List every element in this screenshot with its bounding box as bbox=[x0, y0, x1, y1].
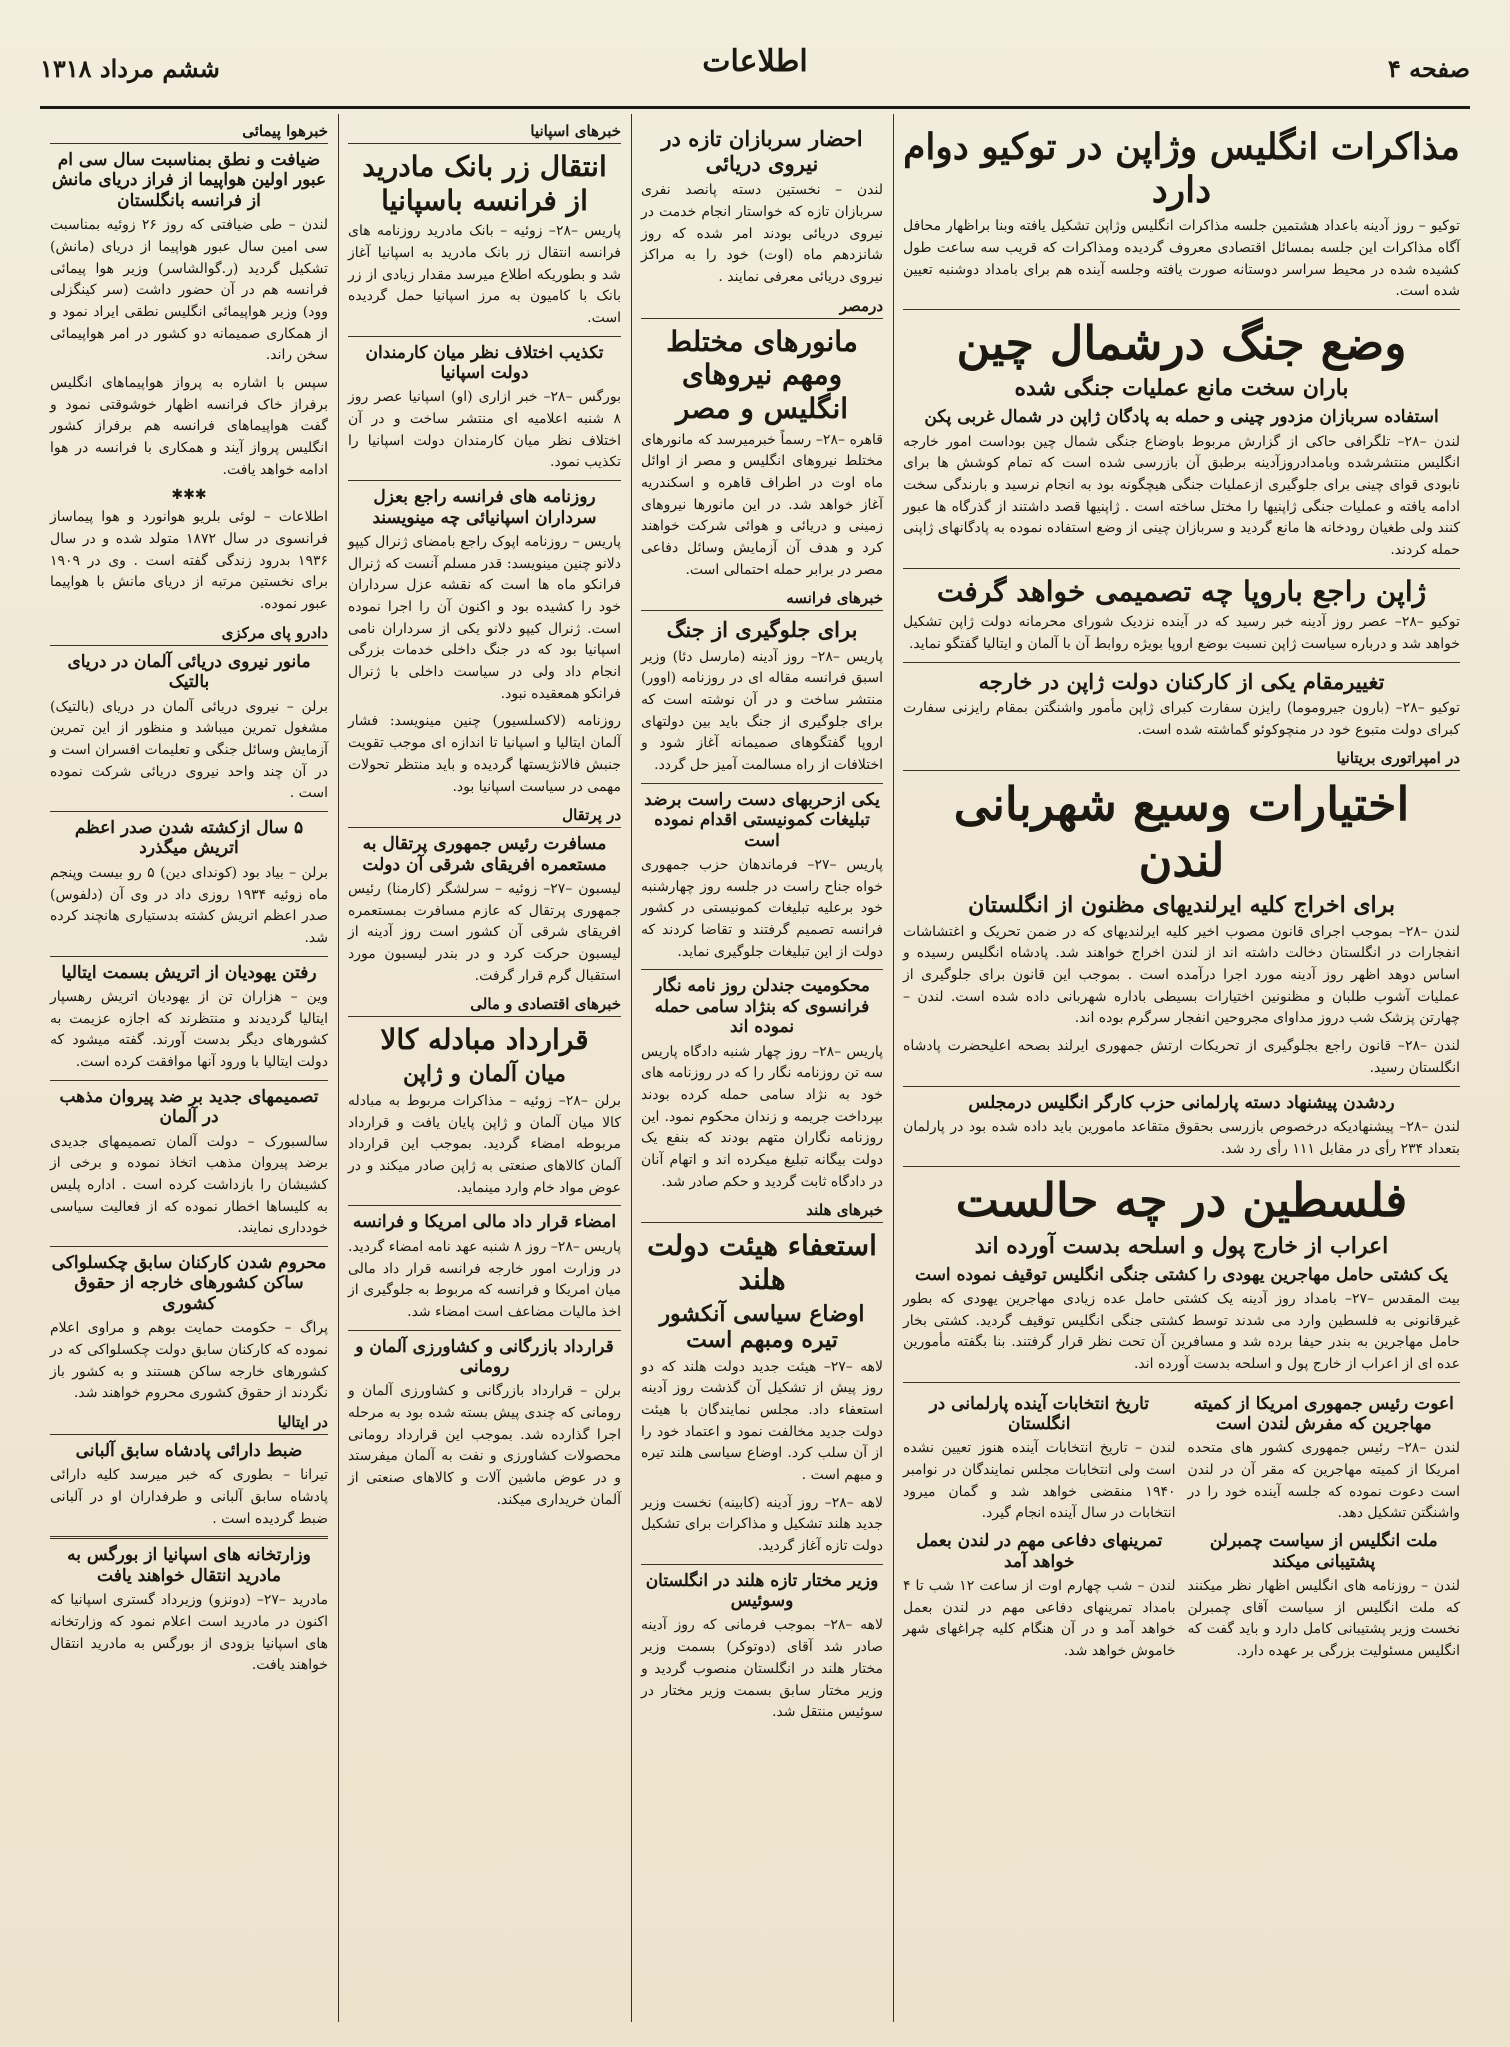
divider bbox=[50, 1246, 328, 1247]
subheadline: برای اخراج کلیه ایرلندیهای مظنون از انگلستان bbox=[968, 891, 1395, 918]
article-body: وین – هزاران تن از یهودیان اتریش رهسپار ایتالیا گردیدند و منتظرند که اجازه عزیمت به کشورهای دیگر بدست آورند. گفته میشود که دولت ایتالیا با ورود آنها موافقت کرده است. bbox=[50, 989, 328, 1071]
article-body: سپس با اشاره به پرواز هواپیماهای انگلیس برفراز خاک فرانسه اظهار خوشوقتی نمود و گفت هواپیماهای فرانسه هم برفراز کشور انگلیس پرواز آیند و همکاری با فرانسه در هوا ادامه خواهد یافت. bbox=[50, 374, 328, 478]
divider bbox=[903, 662, 1460, 663]
article-body: لندن – نخستین دسته پانصد نفری سربازان تازه که خواستار انجام خدمت در نیروی دریائی بودند امر شده که روز شانزدهم ماه (اوت) خود را به مراکز نیروی دریائی معرفی نمایند . bbox=[641, 182, 883, 286]
article-body: لندن – شب چهارم اوت از ساعت ۱۲ شب تا ۴ بامداد تمرینهای دفاعی مهم در لندن بعمل خواهد آمد و در آن هنگام کلیه چراغهای شهر خاموش خواهد شد. bbox=[903, 1577, 1176, 1660]
article-body: پاریس –۲۸– روز ۸ شنبه عهد نامه امضاء گردید. در وزارت امور خارجه فرانسه قرار داد مالی میان امریکا و فرانسه که مربوط به جلوگیری از اخذ مالیات مضاعف است امضاء شد. bbox=[348, 1238, 621, 1320]
masthead-rule bbox=[40, 106, 1470, 109]
headline-london-police: اختیارات وسیع شهربانی لندن bbox=[953, 777, 1410, 887]
article-body: برلن – بیاد بود (کوندای دین) ۵ رو بیست وپنجم ماه زوئیه ۱۹۳۴ روزی داد در وی آن (دلفوس) صدر اعظم اتریش کشته بدستیاری هانچند کرده شد. bbox=[50, 864, 328, 946]
divider bbox=[903, 1382, 1460, 1383]
subheadline-secondary: یک کشتی حامل مهاجرین یهودی را کشتی جنگی انگلیس توقیف نموده است bbox=[915, 1264, 1448, 1285]
subheadline: باران سخت مانع عملیات جنگی شده bbox=[1014, 375, 1349, 402]
headline-egypt-maneuvers: مانورهای مختلط ومهم نیروهای انگلیس و مصر bbox=[666, 324, 858, 425]
subheadline: میان آلمان و ژاپن bbox=[403, 1061, 566, 1087]
two-column-block bbox=[903, 1388, 1460, 1669]
divider bbox=[641, 783, 883, 784]
headline-labour-motion: ردشدن پیشنهاد دسته پارلمانی حزب کارگر انگلیس درمجلس bbox=[968, 1092, 1395, 1113]
article-body: لندن –۲۸– رئیس جمهوری کشور های متحده امریکا از کمیته مهاجرین که مقر آن در لندن است دعوت نموده که جلسه آینده خود را در واشنگتن تشکیل دهد. bbox=[1187, 1440, 1460, 1522]
divider bbox=[903, 309, 1460, 310]
article-body: توکیو –۲۸– عصر روز آدینه خبر رسید که در آینده نزدیک شورای محرمانه دولت ژاپن تشکیل خواهد شد و درباره سیاست ژاپن نسبت بوضع اروپا بویژه روابط آن با آلمان و ایتالیا گفتگو نماید. bbox=[903, 614, 1460, 653]
article-body: لندن – روزنامه های انگلیس اظهار نظر میکنند که ملت انگلیس از سیاست آقای چمبرلن نخست وزیر پشتیبانی کامل دارد و باید گفت که انگلیس مسئولیت بزرگی بر عهده دارد. bbox=[1187, 1577, 1460, 1660]
newspaper-name: اطلاعات bbox=[702, 44, 808, 79]
headline-jews-austria: رفتن یهودیان از اتریش بسمت ایتالیا bbox=[61, 962, 317, 983]
section-label: در پرتقال bbox=[348, 804, 621, 828]
divider bbox=[903, 1086, 1460, 1087]
headline-palestine: فلسطین در چه حالست bbox=[955, 1173, 1408, 1228]
headline-baltic-navy: مانور نیروی دریائی آلمان در دریای بالتیک bbox=[67, 651, 311, 693]
divider bbox=[641, 1564, 883, 1565]
divider bbox=[641, 969, 883, 970]
headline-spain-ministries: وزارتخانه های اسپانیا از بورگس به مادرید انتقال خواهند یافت bbox=[67, 1545, 311, 1586]
column-4 bbox=[40, 114, 338, 2022]
headline-madrid-gold: انتقال زر بانک مادرید از فرانسه باسپانیا bbox=[362, 150, 607, 217]
column-2 bbox=[631, 114, 893, 2022]
headline-japan-europe: ژاپن راجع باروپا چه تصمیمی خواهد گرفت bbox=[936, 574, 1427, 608]
article-body: توکیو – روز آدینه باعداد هشتمین جلسه مذاکرات انگلیس وژاپن تشکیل یافته وبنا براظهار محافل آگاه مذاکرات این جلسه بمسائل اقتصادی معروف گردیده ومذاکرات که قریب سه ساعت طول کشیده شده در محیط سراسر دوستانه صورت یافته وجلسه آینده هم برای بامداد دوشنبه تعیین شده است. bbox=[903, 218, 1460, 300]
section-label: در امپراتوری بریتانیا bbox=[903, 747, 1460, 771]
divider bbox=[348, 1205, 621, 1206]
divider bbox=[903, 568, 1460, 569]
column-1 bbox=[893, 114, 1470, 2022]
divider bbox=[348, 1330, 621, 1331]
section-label: خبرهوا پیمائی bbox=[50, 120, 328, 144]
divider bbox=[348, 336, 621, 337]
section-label: خبرهای هلند bbox=[641, 1199, 883, 1223]
article-body: برلن – نیروی دریائی آلمان در دریای (بالتیک) مشغول تمرین میباشد و منظور از این تمرین آزمایش وسائل جنگی و تعلیمات افسران است و در آن چند واحد نیروی دریائی شرکت نموده است . bbox=[50, 698, 328, 802]
headline-germany-romania: قرارداد بازرگانی و کشاورزی آلمان و رومانی bbox=[355, 1336, 614, 1377]
headline-czech-officials: محروم شدن کارکنان سابق چکسلواکی ساکن کشورهای خارجه از حقوق کشوری bbox=[51, 1252, 327, 1314]
subheadline-secondary: استفاده سربازان مزدور چینی و حمله به پادگان ژاپن در شمال غربی پکن bbox=[924, 407, 1439, 428]
headline-us-france-finance: امضاء قرار داد مالی امریکا و فرانسه bbox=[352, 1212, 617, 1233]
divider bbox=[50, 956, 328, 957]
headline-us-refugees: اعوت رئیس جمهوری امریکا از کمیته مهاجرین که مفرش لندن است bbox=[1193, 1393, 1454, 1435]
headline-north-china-war: وضع جنگ درشمال چین bbox=[956, 316, 1407, 371]
article-body: لندن – طی ضیافتی که روز ۲۶ زوئیه بمناسبت سی امین سال عبور هواپیما از دریای (مانش) تشکیل گردید (ر.گوالشاسر) وزیر هوا پیمائی فرانسه هم در آن حضور داشت (سر کینگزلی وود) وزیر هواپیمائی انگلیس نطقی ایراد نمود و از همکاری صمیمانه دو کشور در امر هواپیمائی سخن راند. bbox=[50, 217, 328, 364]
headline-chamberlain: ملت انگلیس از سیاست چمبرلن پشتیبانی میکند bbox=[1209, 1531, 1438, 1572]
article-body: برلن –۲۸– زوئیه – مذاکرات مربوط به مبادله کالا میان آلمان و ژاپن پایان یافت و قرارداد مربوطه امضاء گردید. بموجب این قرارداد آلمان کالاهای صنعتی به ژاپن صادر میکند و در عوض مواد خام وارد مینماید. bbox=[348, 1093, 621, 1196]
headline-japan-britain-talks: مذاکرات انگلیس وژاپن در توکیو دوام دارد bbox=[903, 126, 1460, 212]
article-body: لندن –۲۸– قانون راجع بجلوگیری از تحریکات ارتش جمهوری ایرلند بصحه اعلیحضرت پادشاه انگلستان رسید. bbox=[903, 1038, 1460, 1076]
headline-japan-diplomat: تغییرمقام یکی از کارکنان دولت ژاپن در خارجه bbox=[978, 668, 1385, 694]
article-body: لاهه –۲۸– بموجب فرمانی که روز آدینه صادر شد آقای (دوتوکر) بسمت وزیر مختار هلند در انگلستان منصوب گردید و وزیر مختار سابق بسمت وزیر مختار در سوئیس منتقل شد. bbox=[641, 1617, 883, 1721]
article-body: پاریس –۲۸– روز آدینه (مارسل دئا) وزیر اسبق فرانسه مقاله ای در روزنامه (اوور) منتشر ساخت و در آن نوشته است که برای جلوگیری از جنگ باید بین دولتهای اروپا گفتگوهای صمیمانه آغاز شود و اختلافات از راه مسالمت آمیز حل گردد. bbox=[641, 648, 883, 774]
article-body: بیت المقدس –۲۷– بامداد روز آدینه یک کشتی حامل عده زیادی مهاجرین یهودی که بطور غیرقانونی به فلسطین وارد می شدند توسط کشتی جنگی انگلیس توقیف گردید. کشتی بخار حامل مهاجرین به بندر حیفا برده شد و مسافرین آن تحت نظر قرار گرفتند. بنا بگفته مأمورین عده ای از اعراب از خارج پول و اسلحه بدست آورده اند. bbox=[903, 1290, 1461, 1372]
article-body: قاهره –۲۸– رسماً خبرمیرسد که مانورهای مختلط نیروهای انگلیس و مصر از اوائل ماه اوت در اطراف قاهره و اسکندریه آغاز خواهد شد. در این مانورها نیروهای زمینی و دریائی و هوائی شرکت خواهند کرد و هدف آن آزمایش وسائل دفاعی مصر در برابر حمله احتمالی است. bbox=[641, 431, 883, 578]
article-body: تیرانا – بطوری که خبر میرسد کلیه دارائی پادشاه سابق آلبانی و طرفداران او در آلبانی ضبط گردیده است . bbox=[50, 1467, 328, 1527]
article-body: اطلاعات – لوئی بلریو هوانورد و هوا پیماساز فرانسوی در سال ۱۸۷۲ متولد شده و در سال ۱۹۳۶ بدرود زندگی گفته است . وی در ۱۹۰۹ برای نخستین مرتبه از دریای مانش با هواپیما عبور نموده. bbox=[50, 509, 328, 613]
article-body: پراگ – حکومت حمایت بوهم و مراوی اعلام نموده که کارکنان سابق دولت چکسلواکی که در کشورهای خارجه ساکن هستند و به کشور باز نگردند از حقوق کشوری محروم خواهند شد. bbox=[50, 1320, 328, 1402]
article-body: لاهه –۲۸– روز آدینه (کابینه) نخست وزیر جدید هلند تشکیل و مذاکرات برای تشکیل دولت تازه آغاز گردید. bbox=[641, 1494, 883, 1554]
divider bbox=[50, 811, 328, 812]
column-3 bbox=[338, 114, 631, 2022]
headline-portugal-president: مسافرت رئیس جمهوری پرتقال به مستعمره افریقای شرقی آن دولت bbox=[362, 834, 607, 875]
subheadline: اعراب از خارج پول و اسلحه بدست آورده اند bbox=[974, 1232, 1389, 1259]
section-label: خبرهای اسپانیا bbox=[348, 120, 621, 144]
article-body: سالسبورک – دولت آلمان تصمیمهای جدیدی برضد پیروان مذهب اتخاذ نموده و برخی از کشیشان را بازداشت کرده است . اداره پلیس به کلیساها اخطار نموده که از فعالیت سیاسی خودداری نمایند. bbox=[50, 1133, 328, 1237]
headline-channel-flight: ضیافت و نطق بمناسبت سال سی ام عبور اولین هواپیما از فراز دریای مانش از فرانسه بانگلستان bbox=[51, 150, 327, 211]
headline-albania-king: ضبط دارائی پادشاه سابق آلبانی bbox=[75, 1440, 303, 1461]
divider bbox=[50, 1080, 328, 1081]
headline-goods-exchange: قرارداد مبادله کالا bbox=[380, 1023, 589, 1057]
headline-prevent-war: برای جلوگیری از جنگ bbox=[666, 617, 858, 643]
article-body: مادرید –۲۷– (دونزو) وزیرداد گستری اسپانیا که اکنون در مادرید است اعلام نمود که وزارتخانه های اسپانیا بزودی از بورگس به مادرید انتقال خواهند یافت. bbox=[50, 1592, 328, 1674]
article-body: لیسبون –۲۷– زوئیه – سرلشگر (کارمنا) رئیس جمهوری پرتقال که عازم مسافرت بمستعمره افریقای شرقی آن کشور است روز آدینه از لیسبون حرکت کرد و در بندر لیسبون مورد استقبال گرم قرار گرفت. bbox=[348, 880, 621, 984]
article-body: پاریس – روزنامه اپوک راجع بامضای ژنرال کیپو دلانو چنین مینویسد: قدر مسلم آنست که ژنرال فرانکو ماه ها است که نقشه عزل سرداران خود را کشیده بود و اکنون آن را اجرا نموده است. ژنرال کیپو دلانو یکی از سرداران نامی اسپانیا بود که در جنگ داخلی خدمات بزرگی انجام داد ولی در سیاست داخلی با ژنرال فرانکو همعقیده نبود. bbox=[348, 533, 621, 702]
section-label: در ایتالیا bbox=[50, 1411, 328, 1435]
headline-french-press-spain: روزنامه های فرانسه راجع بعزل سرداران اسپانیائی چه مینویسند bbox=[372, 487, 597, 528]
section-label: درمصر bbox=[641, 295, 883, 319]
divider bbox=[903, 1166, 1460, 1167]
divider bbox=[348, 480, 621, 481]
headline-navy-recruits: احضار سربازان تازه در نیروی دریائی bbox=[661, 126, 863, 177]
headline-religion-germany: تصمیمهای جدید بر ضد پیروان مذهب در آلمان bbox=[59, 1086, 319, 1128]
article-body: لندن –۲۸– بموجب اجرای قانون مصوب اخیر کلیه ایرلندیهای که در ضمن تحریک و اغتشاشات انفجارات در انگلستان دخالت داشته اند از لندن اخراج خواهند شد. پادشاه انگلیس رسیده و اساس دوهد اظهر روز آدینه مورد اجرا درآمده است . بموجب این قانون برای جلوگیری از عملیات آشوب طلبان و مظنونین اختیارات بسیطی باداره شهربانی داده شده است. لندن – چهارتن پزشک شب دروز مداوای مجروحین انفجار سرگرم بوده اند. bbox=[903, 923, 1460, 1027]
headline-dutch-minister: وزیر مختار تازه هلند در انگلستان وسوئیس bbox=[645, 1570, 879, 1612]
headline-london-defense-drills: تمرینهای دفاعی مهم در لندن بعمل خواهد آمد bbox=[916, 1531, 1163, 1572]
article-body: پاریس –۲۷– فرماندهان حزب جمهوری خواه جناح راست در جلسه روز چهارشنبه خود برعلیه تبلیغات کمونیستی در کشور فرانسه تصمیم گرفتند و تقاضا کردند که دولت از این تبلیغات جلوگیری نماید. bbox=[641, 856, 884, 960]
article-body: پاریس –۲۸– روز چهار شنبه دادگاه پاریس سه تن روزنامه نگار را که در روزنامه های خود به نژاد سامی حمله کرده بودند بپرداخت جریمه و زندان محکوم نمود. این روزنامه نگاران متهم بودند که بنفع یک دولت بیگانه تبلیغ میکرده اند و اتهام آنان در دادگاه ثابت گردید و حکم صادر شد. bbox=[641, 1043, 883, 1190]
headline-dollfuss: ۵ سال ازکشته شدن صدر اعظم اتریش میگذرد bbox=[74, 818, 304, 859]
issue-date: ششم مرداد ۱۳۱۸ bbox=[40, 54, 220, 83]
section-label: خبرهای فرانسه bbox=[641, 587, 883, 611]
article-body: برلن – قرارداد بازرگانی و کشاورزی آلمان و رومانی که چندی پیش بسته شده بود به مرحله اجرا گذارده شد. بموجب این قرارداد رومانی محصولات کشاورزی و نفت به آلمان میفرستد و در عوض ماشین آلات و کالاهای صنعتی از آلمان خریداری میکند. bbox=[348, 1383, 621, 1508]
article-body: لندن –۲۸– پیشنهادیکه درخصوص بازرسی بحقوق متقاعد مامورین باید داده شده بود در پارلمان بتعداد ۲۳۴ رأی در مقابل ۱۱۱ رأی رد شد. bbox=[903, 1118, 1460, 1157]
headline-dutch-cabinet-resigns: استعفاء هیئت دولت هلند bbox=[647, 1229, 877, 1296]
separator-stars: ✱✱✱ bbox=[171, 487, 207, 504]
subcolumn-left bbox=[903, 1388, 1176, 1669]
article-body: بورگس –۲۸– خبر ازاری (او) اسپانیا عصر روز ۸ شنبه اعلامیه ای منتشر ساخت و در آن اختلاف نظر میان کارمندان دولت اسپانیا را تکذیب نمود. bbox=[348, 389, 621, 471]
headline-journalists-sentenced: محکومیت جندلن روز نامه نگار فرانسوی که بنژاد سامی حمله نموده اند bbox=[654, 976, 870, 1038]
article-body: لندن –۲۸– تلگرافی حاکی از گزارش مربوط باوضاع جنگی شمال چین بوداست امور خارجه انگلیس منتشرشده وبامدادروزآدینه برطبق آن بازرسی شده است که تمام کوشش ها برای نابودی قوای چینی برای جلوگیری ازعملیات جنگی هیچگونه بود به انجام نرسید و بارندگی سخت ادامه یافته و عملیات جنگی ژاپنیها را مختل ساخته است . ژاپنیها قصد داشتند از گذرگاه ها عبور کنند ولی طغیان رودخانه ها مانع گردید و سربازان چینی از وضع استفاده نموده به پادگانهای ژاپنی حمله کردند. bbox=[903, 433, 1460, 559]
article-body: لاهه –۲۷– هیئت جدید دولت هلند که دو روز پیش از تشکیل آن گذشت روز آدینه استعفاء داد. مجلس نمایندگان با هیئت دولت جدید مخالفت نمود و اعتماد خود را از آن سلب کرد. اوضاع سیاسی هلند تیره و مبهم است . bbox=[641, 1358, 883, 1483]
article-body: روزنامه (لاکسلسیور) چنین مینویسد: فشار آلمان ایتالیا و اسپانیا تا اندازه ای موجب تقویت جنبش فالانژیستها گردیده و باید منتظر تحولات مهمی در سیاست اسپانیا بود. bbox=[348, 713, 621, 795]
section-label: خبرهای اقتصادی و مالی bbox=[348, 993, 621, 1017]
page-number: صفحه ۴ bbox=[1387, 54, 1470, 83]
article-body: پاریس –۲۸– زوئیه – بانک مادرید روزنامه های فرانسه انتقال زر بانک مادرید به اسپانیا آغاز شد و بطوریکه اطلاع میرسد مقدار زیادی از زر بانک با کامیون به مرز اسپانیا حمل گردیده است. bbox=[348, 223, 622, 326]
headline-uk-elections: تاریخ انتخابات آینده پارلمانی در انگلستان bbox=[929, 1393, 1150, 1435]
article-body: توکیو –۲۸– (بارون جیروموما) رایزن سفارت کبرای ژاپن مأمور واشنگتن بمقام رایزنی سفارت کبرای دولت متبوع خود در منچوکوئو گماشته شده است. bbox=[903, 699, 1461, 738]
double-divider bbox=[50, 1536, 328, 1539]
headline-spain-denial: تکذیب اختلاف نظر میان کارمندان دولت اسپانیا bbox=[365, 342, 604, 384]
headline-anti-communist: یکی ازحربهای دست راست برضد تبلیغات کمونیستی اقدام نموده است bbox=[644, 789, 880, 851]
section-label: دادرو پای مرکزی bbox=[50, 622, 328, 646]
article-body: لندن – تاریخ انتخابات آینده هنوز تعیین نشده است ولی انتخابات مجلس نمایندگان در نوامبر ۱۹۴۰ منقضی خواهد شد و گمان میرود انتخابات در سال آینده انجام گیرد. bbox=[903, 1440, 1176, 1522]
subcolumn-right bbox=[1188, 1388, 1461, 1669]
subheadline: اوضاع سیاسی آنکشور تیره ومبهم است bbox=[659, 1300, 865, 1353]
